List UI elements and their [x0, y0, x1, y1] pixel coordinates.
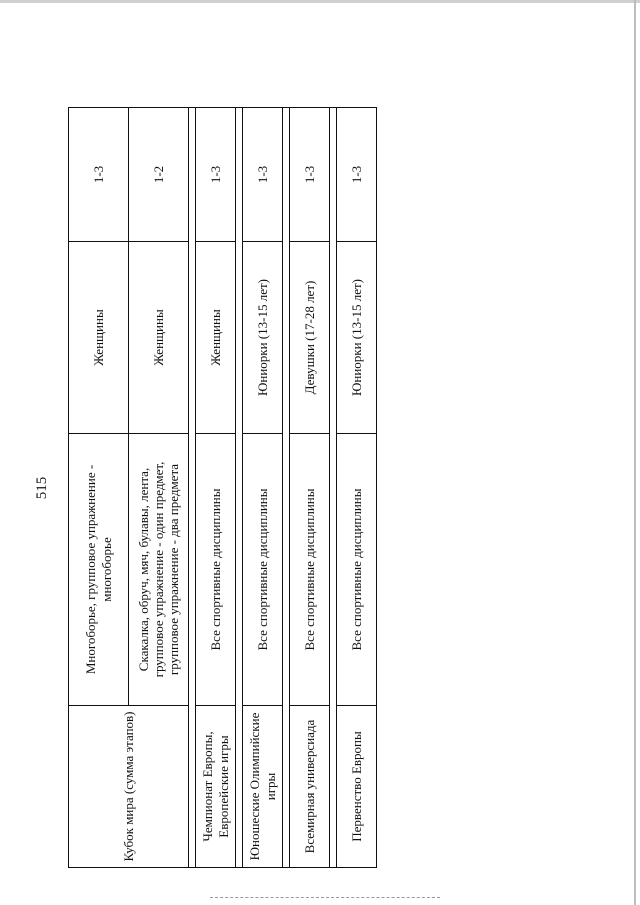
table-spacer [283, 108, 290, 868]
disciplines-cell: Все спортивные дисциплины [243, 434, 283, 706]
page-number: 515 [34, 476, 50, 500]
disciplines-cell: Все спортивные дисциплины [196, 434, 236, 706]
table-row [196, 108, 236, 868]
spacer-cell [236, 108, 243, 868]
category-cell: Юниорки (13-15 лет) [337, 242, 377, 434]
places-cell: 1-3 [290, 108, 330, 242]
disciplines-cell: Все спортивные дисциплины [337, 434, 377, 706]
category-cell: Женщины [69, 242, 129, 434]
page-bottom-edge [210, 897, 440, 899]
spacer-cell [283, 108, 290, 868]
page-right-edge [634, 0, 636, 905]
category-cell: Женщины [129, 242, 189, 434]
category-cell: Женщины [196, 242, 236, 434]
disciplines-cell: Все спортивные дисциплины [290, 434, 330, 706]
competition-cell: Кубок мира (сумма этапов) [69, 706, 189, 868]
spacer-cell [330, 108, 337, 868]
places-cell: 1-3 [196, 108, 236, 242]
places-cell: 1-2 [129, 108, 189, 242]
places-cell: 1-3 [69, 108, 129, 242]
places-cell: 1-3 [337, 108, 377, 242]
table-spacer [236, 108, 243, 868]
disciplines-cell: Скакалка, обруч, мяч, булавы, лента, групповое упражнение - один предмет, групповое упражнение - два предмета [129, 434, 189, 706]
spacer-cell [189, 108, 196, 868]
rotated-page-content [34, 108, 364, 868]
competition-cell: Первенство Европы [337, 706, 377, 868]
table-spacer [189, 108, 196, 868]
ranking-table [68, 107, 377, 868]
disciplines-cell: Многоборье, групповое упражнение - многоборье [69, 434, 129, 706]
competition-cell: Всемирная универсиада [290, 706, 330, 868]
competition-cell: Чемпионат Европы, Европейские игры [196, 706, 236, 868]
table-row [69, 108, 129, 868]
table-row [337, 108, 377, 868]
category-cell: Юниорки (13-15 лет) [243, 242, 283, 434]
table-row [243, 108, 283, 868]
page-top-edge [0, 0, 640, 3]
competition-cell: Юношеские Олимпийские игры [243, 706, 283, 868]
category-cell: Девушки (17-28 лет) [290, 242, 330, 434]
places-cell: 1-3 [243, 108, 283, 242]
table-row [290, 108, 330, 868]
table-spacer [330, 108, 337, 868]
